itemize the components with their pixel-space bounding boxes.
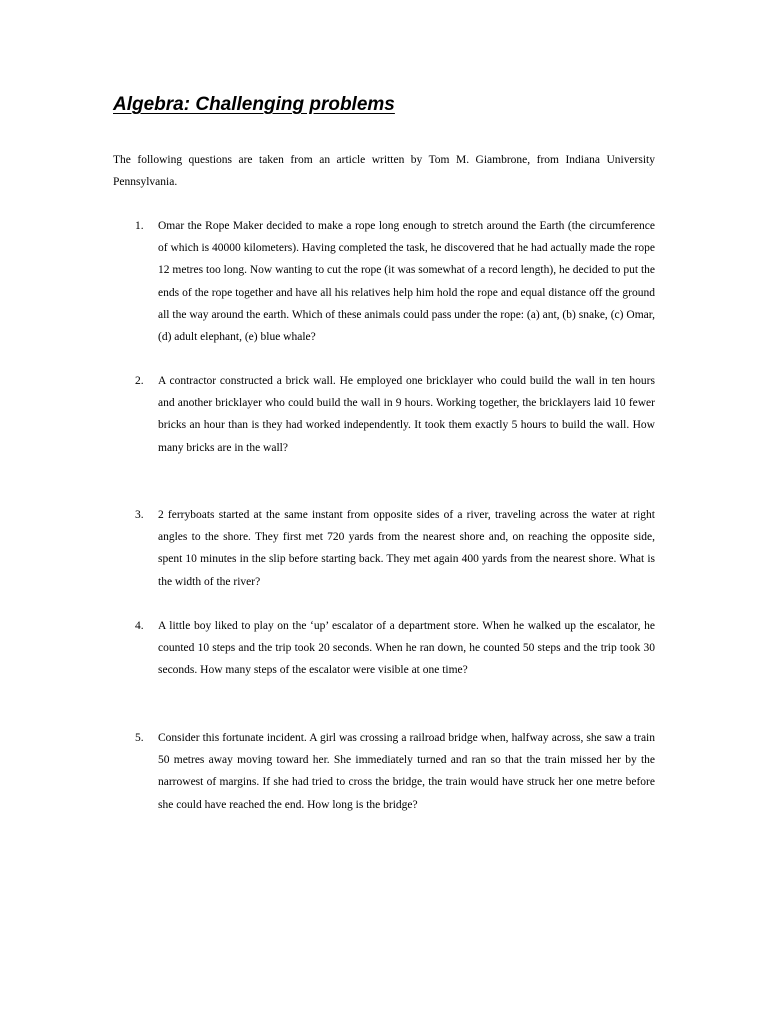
question-number: 2. (135, 375, 144, 387)
question-text: A contractor constructed a brick wall. He employed one bricklayer who could build the wall in ten hours and another bricklayer who could build the wall in 9 hours. Working together, the bricklayers laid 10 fewer bricks an hour than is they had worked independently. It took them exactly 5 hours to build the wall. How many bricks are in the wall? (158, 375, 655, 454)
document-title: Algebra: Challenging problems (113, 94, 395, 115)
question-1 (135, 215, 655, 348)
question-text: 2 ferryboats started at the same instant from opposite sides of a river, traveling across the water at right angles to the shore. They first met 720 yards from the nearest shore and, on reaching the opposite side, spent 10 minutes in the slip before starting back. They met again 400 yards from the nearest shore. What is the width of the river? (158, 509, 655, 588)
question-number: 4. (135, 620, 144, 632)
question-2 (135, 370, 655, 459)
question-3 (135, 504, 655, 593)
question-number: 3. (135, 509, 144, 521)
question-text: Consider this fortunate incident. A girl was crossing a railroad bridge when, halfway across, she saw a train 50 metres away moving toward her. She immediately turned and ran so that the train missed her by the narrowest of margins. If she had tried to cross the bridge, the train would have struck her one metre before she could have reached the end. How long is the bridge? (158, 732, 655, 811)
question-number: 1. (135, 220, 144, 232)
intro-paragraph: The following questions are taken from an article written by Tom M. Giambrone, from Indiana University Pennsylvania. (113, 154, 655, 188)
question-5 (135, 727, 655, 816)
question-number: 5. (135, 732, 144, 744)
question-text: Omar the Rope Maker decided to make a rope long enough to stretch around the Earth (the circumference of which is 40000 kilometers). Having completed the task, he discovered that he had actually made the rope 12 metres too long. Now wanting to cut the rope (it was somewhat of a record length), he decided to put the ends of the rope together and have all his relatives help him hold the rope and equal distance off the ground all the way around the earth. Which of these animals could pass under the rope: (a) ant, (b) snake, (c) Omar, (d) adult elephant, (e) blue whale? (158, 220, 655, 344)
question-text: A little boy liked to play on the ‘up’ escalator of a department store. When he walked up the escalator, he counted 10 steps and the trip took 20 seconds. When he ran down, he counted 50 steps and the trip took 30 seconds. How many steps of the escalator were visible at one time? (158, 620, 655, 677)
question-4 (135, 615, 655, 682)
